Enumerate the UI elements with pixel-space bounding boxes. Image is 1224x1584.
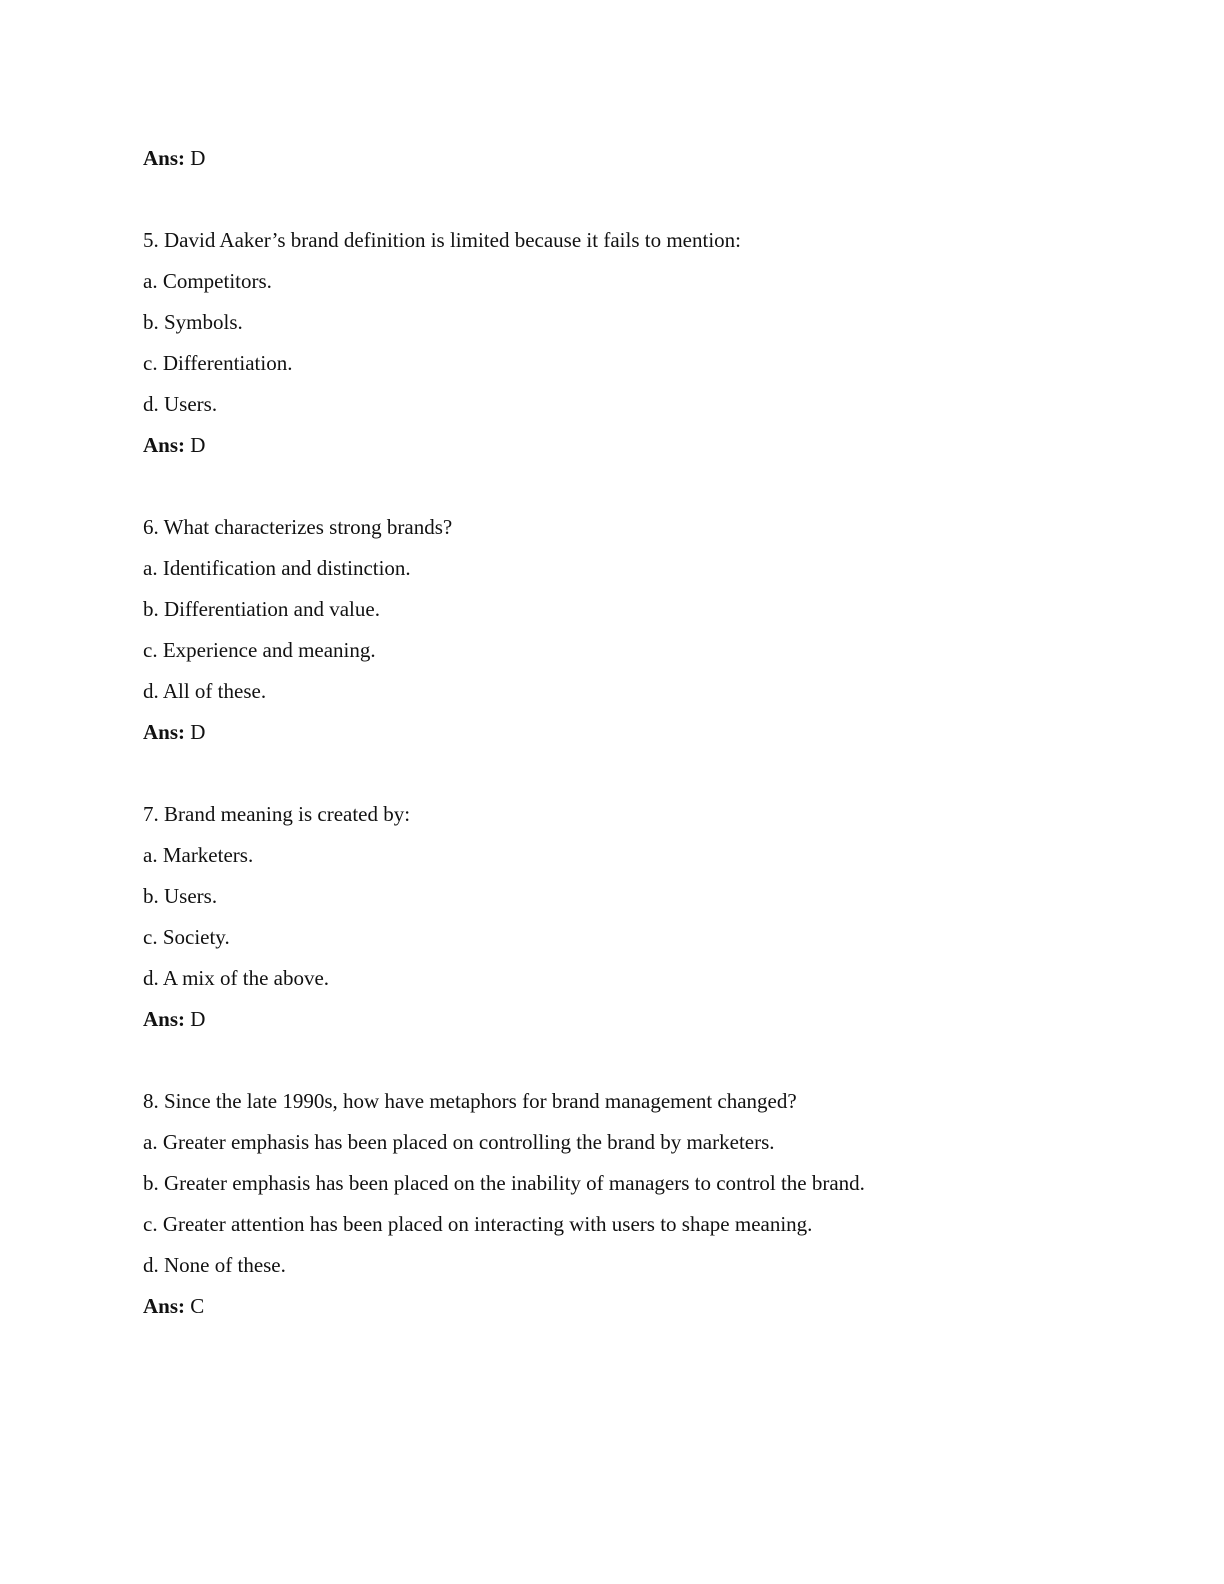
question-text: 7. Brand meaning is created by:	[143, 802, 411, 826]
spacer	[143, 753, 1143, 794]
option-b: b. Users.	[143, 884, 218, 908]
option-d: d. All of these.	[143, 679, 267, 703]
option-c: c. Differentiation.	[143, 351, 293, 375]
document-page	[143, 138, 1143, 1327]
option-c: c. Greater attention has been placed on interacting with users to shape meaning.	[143, 1212, 813, 1236]
option-b: b. Symbols.	[143, 310, 243, 334]
option-d: d. None of these.	[143, 1253, 286, 1277]
option-b: b. Differentiation and value.	[143, 597, 380, 621]
option-d: d. Users.	[143, 392, 218, 416]
question-block	[143, 507, 1143, 753]
answer-label: Ans:	[143, 146, 186, 170]
answer-label: Ans:	[143, 433, 186, 457]
question-block	[143, 794, 1143, 1040]
question-block	[143, 220, 1143, 466]
answer-label: Ans:	[143, 720, 186, 744]
answer-value: C	[190, 1294, 205, 1318]
answer-value: D	[190, 1007, 206, 1031]
option-c: c. Society.	[143, 925, 230, 949]
answer-value: D	[190, 146, 206, 170]
answer-value: D	[190, 720, 206, 744]
option-b: b. Greater emphasis has been placed on the inability of managers to control the brand.	[143, 1171, 865, 1195]
answer-label: Ans:	[143, 1294, 186, 1318]
top-answer	[143, 138, 1143, 179]
question-text: 6. What characterizes strong brands?	[143, 515, 453, 539]
answer-line	[143, 999, 1143, 1040]
spacer	[143, 466, 1143, 507]
spacer	[143, 179, 1143, 220]
answer-line	[143, 1286, 1143, 1327]
option-d: d. A mix of the above.	[143, 966, 330, 990]
answer-value: D	[190, 433, 206, 457]
question-text: 8. Since the late 1990s, how have metaphors for brand management changed?	[143, 1089, 797, 1113]
option-a: a. Competitors.	[143, 269, 272, 293]
option-a: a. Marketers.	[143, 843, 254, 867]
option-a: a. Greater emphasis has been placed on controlling the brand by marketers.	[143, 1130, 775, 1154]
option-c: c. Experience and meaning.	[143, 638, 376, 662]
answer-line	[143, 712, 1143, 753]
spacer	[143, 1040, 1143, 1081]
question-text: 5. David Aaker’s brand definition is limited because it fails to mention:	[143, 228, 741, 252]
answer-line	[143, 425, 1143, 466]
question-block	[143, 1081, 1143, 1327]
option-a: a. Identification and distinction.	[143, 556, 411, 580]
answer-label: Ans:	[143, 1007, 186, 1031]
